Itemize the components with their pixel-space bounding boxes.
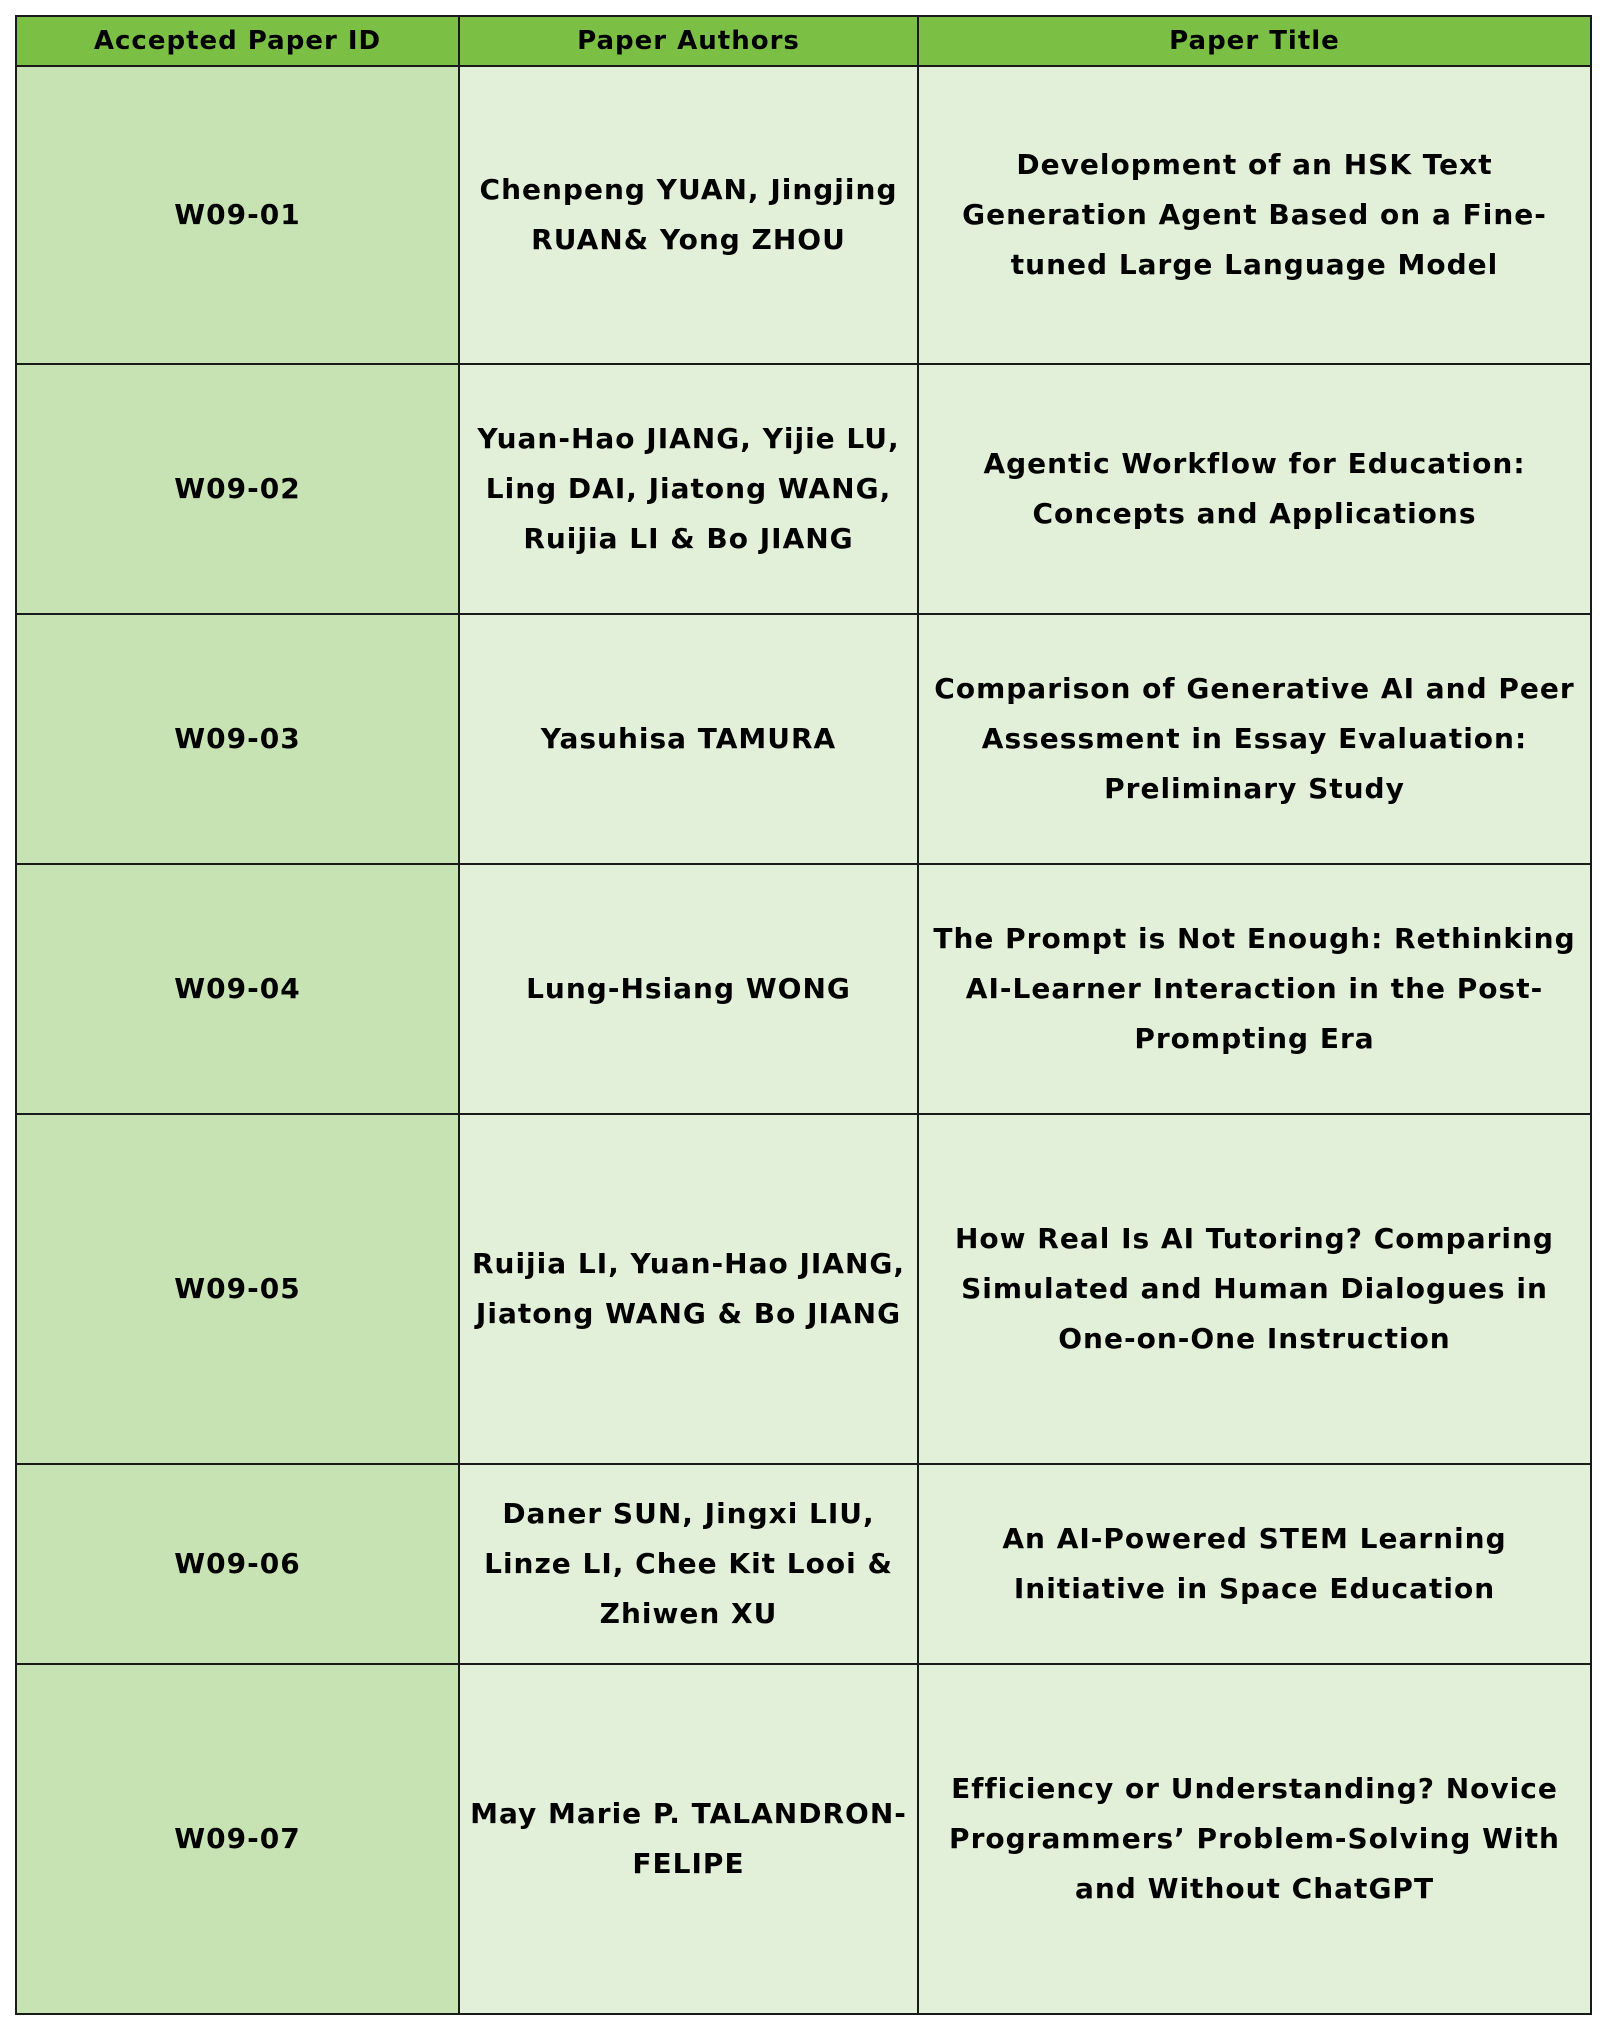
paper-id-cell: W09-05 (16, 1114, 459, 1464)
paper-authors-cell: May Marie P. TALANDRON-FELIPE (459, 1664, 918, 2014)
table-row (16, 864, 1591, 1114)
paper-id-cell: W09-07 (16, 1664, 459, 2014)
paper-authors-cell: Daner SUN, Jingxi LIU, Linze LI, Chee Kit Looi & Zhiwen XU (459, 1464, 918, 1664)
table-row (16, 1464, 1591, 1664)
paper-title-cell: Comparison of Generative AI and Peer Assessment in Essay Evaluation: Preliminary Study (918, 614, 1591, 864)
paper-title-cell: An AI-Powered STEM Learning Initiative in Space Education (918, 1464, 1591, 1664)
paper-authors-cell: Yuan-Hao JIANG, Yijie LU, Ling DAI, Jiatong WANG, Ruijia LI & Bo JIANG (459, 364, 918, 614)
accepted-papers-table (15, 15, 1592, 2015)
paper-authors-cell: Chenpeng YUAN, Jingjing RUAN& Yong ZHOU (459, 66, 918, 364)
table-row (16, 1664, 1591, 2014)
header-paper-title: Paper Title (918, 16, 1591, 66)
paper-id-cell: W09-06 (16, 1464, 459, 1664)
table-row (16, 66, 1591, 364)
paper-authors-cell: Ruijia LI, Yuan-Hao JIANG, Jiatong WANG & Bo JIANG (459, 1114, 918, 1464)
paper-id-cell: W09-04 (16, 864, 459, 1114)
paper-title-cell: The Prompt is Not Enough: Rethinking AI-Learner Interaction in the Post-Prompting Era (918, 864, 1591, 1114)
paper-id-cell: W09-02 (16, 364, 459, 614)
paper-title-cell: Development of an HSK Text Generation Agent Based on a Fine-tuned Large Language Model (918, 66, 1591, 364)
paper-authors-cell: Yasuhisa TAMURA (459, 614, 918, 864)
paper-title-cell: How Real Is AI Tutoring? Comparing Simulated and Human Dialogues in One-on-One Instruction (918, 1114, 1591, 1464)
paper-id-cell: W09-01 (16, 66, 459, 364)
table-body (16, 66, 1591, 2014)
paper-id-cell: W09-03 (16, 614, 459, 864)
header-paper-authors: Paper Authors (459, 16, 918, 66)
header-row (16, 16, 1591, 66)
paper-title-cell: Efficiency or Understanding? Novice Programmers’ Problem-Solving With and Without ChatGPT (918, 1664, 1591, 2014)
header-paper-id: Accepted Paper ID (16, 16, 459, 66)
table-row (16, 1114, 1591, 1464)
table-header (16, 16, 1591, 66)
table-row (16, 614, 1591, 864)
paper-title-cell: Agentic Workflow for Education: Concepts and Applications (918, 364, 1591, 614)
table-row (16, 364, 1591, 614)
paper-authors-cell: Lung-Hsiang WONG (459, 864, 918, 1114)
